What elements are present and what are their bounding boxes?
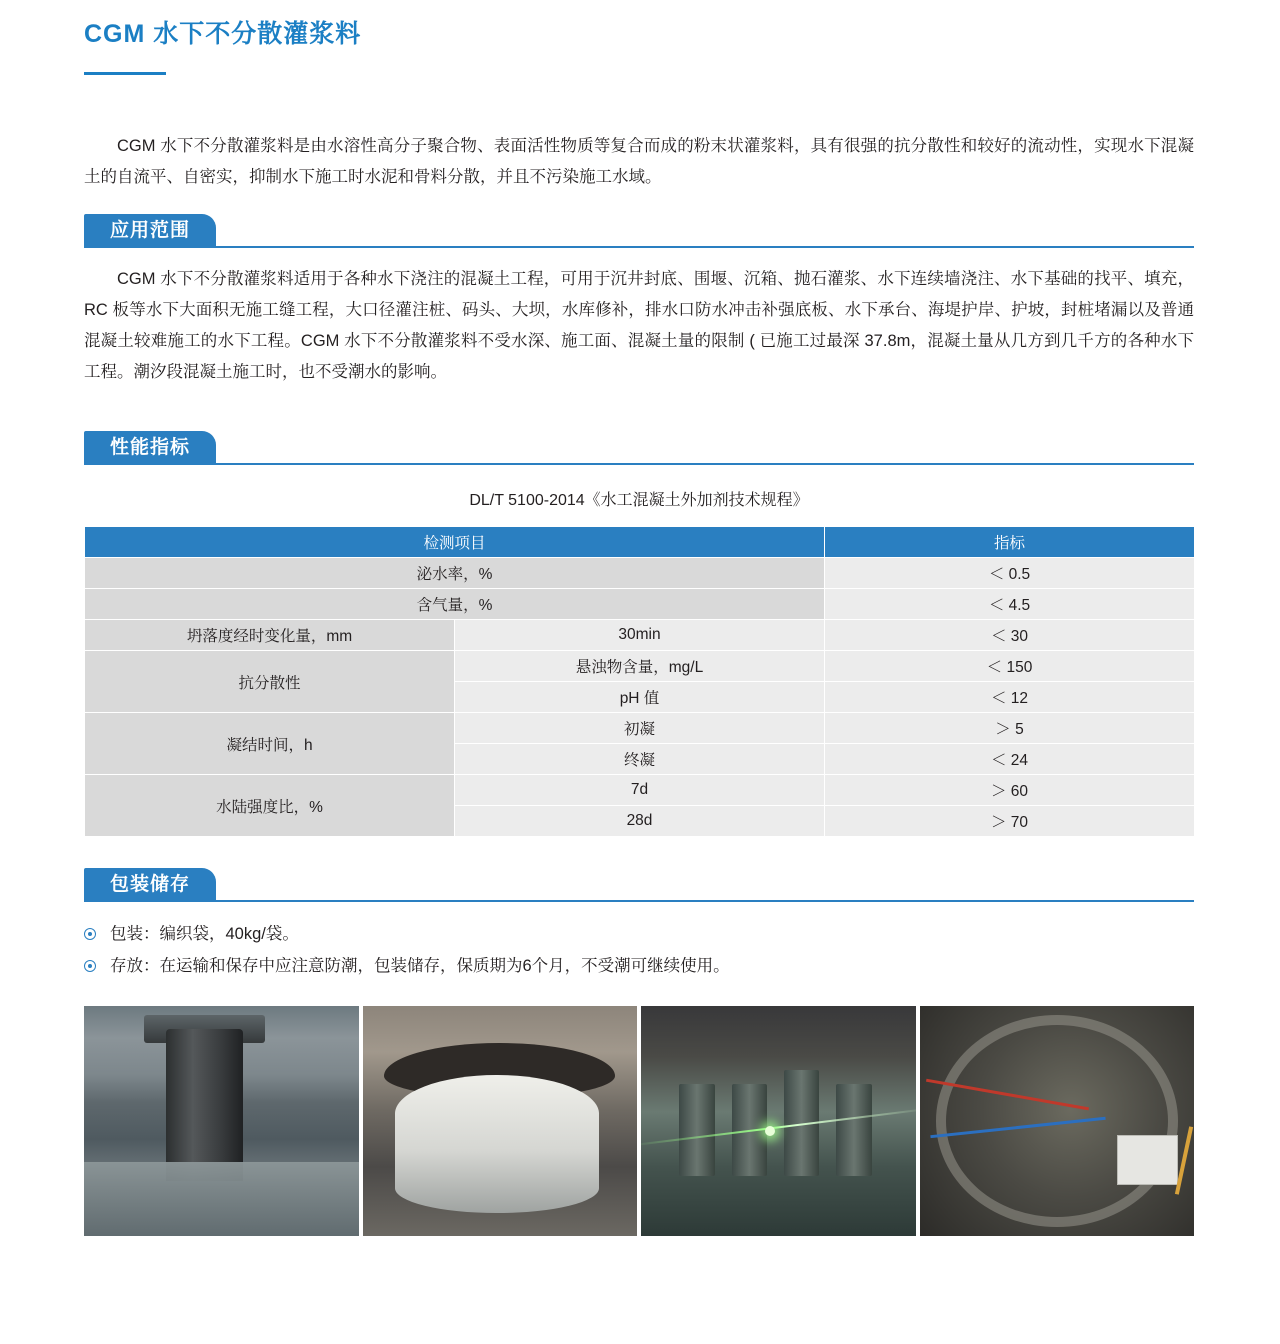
table-row xyxy=(85,713,1195,744)
table-row xyxy=(85,775,1195,806)
ring-bullet-icon xyxy=(84,960,96,972)
row-value: ＞ 5 xyxy=(825,713,1195,744)
section-rule xyxy=(84,900,1194,902)
row-sublabel: 悬浊物含量，mg/L xyxy=(455,651,825,682)
row-label: 含气量，% xyxy=(85,589,825,620)
row-value: ＞ 60 xyxy=(825,775,1195,806)
section-title-packaging: 包装储存 xyxy=(84,868,216,902)
row-sublabel: 终凝 xyxy=(455,744,825,775)
photo-underwater-piers xyxy=(641,1006,916,1236)
section-performance xyxy=(84,431,1194,837)
table-header-row xyxy=(85,527,1195,558)
photo-pile-repair xyxy=(363,1006,638,1236)
table-row xyxy=(85,651,1195,682)
application-body: CGM 水下不分散灌浆料适用于各种水下浇注的混凝土工程，可用于沉井封底、围堰、沉箱、抛石灌浆、水下连续墙浇注、水下基础的找平、填充，RC 板等水下大面积无施工缝工程，大口径灌注桩、码头、大坝，水库修补，排水口防水冲击补强底板、水下承台、海堤护岸、护坡，封桩堵漏以及普通混凝土较难施工的水下工程。CGM 水下不分散灌浆料不受水深、施工面、混凝土量的限制 ( 已施工过最深 37.8m，混凝土量从几方到几千方的各种水下工程。潮汐段混凝土施工时，也不受潮水的影响。 xyxy=(84,270,1194,381)
title-underline-rule xyxy=(84,72,166,75)
photo-strip xyxy=(84,1006,1194,1236)
pier-shape xyxy=(836,1084,872,1176)
row-label: 水陆强度比，% xyxy=(85,775,455,837)
list-item-label: 包装：编织袋，40kg/袋。 xyxy=(110,925,299,943)
photo-pier-grouting xyxy=(84,1006,359,1236)
row-value: ＜ 150 xyxy=(825,651,1195,682)
section-application xyxy=(84,214,1194,405)
row-value: ＜ 24 xyxy=(825,744,1195,775)
row-value: ＜ 4.5 xyxy=(825,589,1195,620)
row-value: ＜ 0.5 xyxy=(825,558,1195,589)
pile-wrap-shape xyxy=(395,1075,598,1213)
section-header-application xyxy=(84,214,1194,248)
section-title-application: 应用范围 xyxy=(84,214,216,248)
table-row xyxy=(85,558,1195,589)
page-title: CGM 水下不分散灌浆料 xyxy=(84,20,362,48)
col-header-item: 检测项目 xyxy=(85,527,825,558)
row-label: 凝结时间，h xyxy=(85,713,455,775)
ring-bullet-icon xyxy=(84,928,96,940)
standard-reference: DL/T 5100-2014《水工混凝土外加剂技术规程》 xyxy=(469,492,809,509)
row-value: ＞ 70 xyxy=(825,806,1195,837)
table-row xyxy=(85,620,1195,651)
pier-shape xyxy=(679,1084,715,1176)
water-surface-shape xyxy=(84,1162,359,1236)
section-header-performance xyxy=(84,431,1194,465)
photo-shaft-bottom xyxy=(920,1006,1195,1236)
section-rule xyxy=(84,463,1194,465)
list-item-label: 存放：在运输和保存中应注意防潮，包装储存，保质期为6个月，不受潮可继续使用。 xyxy=(110,957,730,975)
performance-table xyxy=(84,526,1195,837)
laser-dot-shape xyxy=(765,1126,775,1136)
row-label: 泌水率，% xyxy=(85,558,825,589)
section-header-packaging xyxy=(84,868,1194,902)
pier-column-shape xyxy=(166,1029,243,1181)
row-value: ＜ 30 xyxy=(825,620,1195,651)
row-sublabel: pH 值 xyxy=(455,682,825,713)
row-label: 抗分散性 xyxy=(85,651,455,713)
row-sublabel: 28d xyxy=(455,806,825,837)
section-packaging xyxy=(84,868,1194,998)
list-item xyxy=(84,918,1194,950)
row-sublabel: 30min xyxy=(455,620,825,651)
intro-paragraph: CGM 水下不分散灌浆料是由水溶性高分子聚合物、表面活性物质等复合而成的粉末状灌浆料，具有很强的抗分散性和较好的流动性，实现水下混凝土的自流平、自密实，抑制水下施工时水泥和骨料分散，并且不污染施工水域。 xyxy=(84,136,1194,186)
col-header-index: 指标 xyxy=(825,527,1195,558)
section-rule xyxy=(84,246,1194,248)
equipment-box-shape xyxy=(1117,1135,1177,1186)
row-sublabel: 7d xyxy=(455,775,825,806)
list-item xyxy=(84,950,1194,982)
row-sublabel: 初凝 xyxy=(455,713,825,744)
table-row xyxy=(85,589,1195,620)
row-label: 坍落度经时变化量，mm xyxy=(85,620,455,651)
row-value: ＜ 12 xyxy=(825,682,1195,713)
packaging-list xyxy=(84,918,1194,982)
section-title-performance: 性能指标 xyxy=(84,431,216,465)
